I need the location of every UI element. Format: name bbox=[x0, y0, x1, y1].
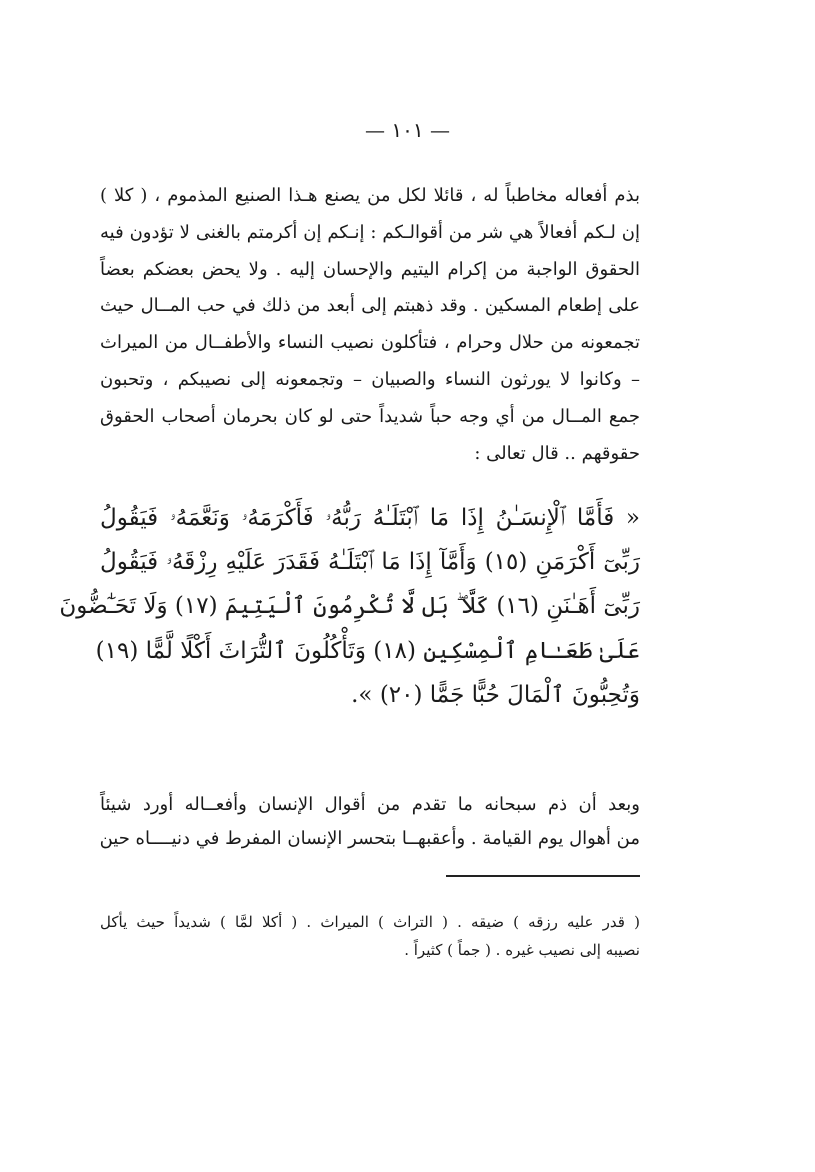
text-line: تجمعونه من حلال وحرام ، فتأكلون نصيب النساء والأطفــال من الميراث bbox=[100, 332, 640, 354]
footnote-line: نصيبه إلى نصيب غيره . ( جماً ) كثيراً . bbox=[404, 941, 640, 959]
text-line: الحقوق الواجبة من إكرام اليتيم والإحسان إليه . ولا يحض بعضكم بعضاً bbox=[100, 258, 640, 280]
text-line: بذم أفعاله مخاطباً له ، قائلا لكل من يصنع هـذا الصنيع المذموم ، ( كلا ) bbox=[100, 185, 640, 206]
verse-line: رَبِّىٓ أَهَـٰنَنِ (١٦) كَلَّا ۖ بَل لَّا تُكْرِمُونَ ٱلْيَتِيمَ (١٧) وَلَا تَحَـٰٓضُّونَ bbox=[59, 593, 640, 620]
text-line: وبعد أن ذم سبحانه ما تقدم من أقوال الإنسان وأفعــاله أورد شيئاً bbox=[100, 794, 640, 815]
verse-line: « فَأَمَّا ٱلْإِنسَـٰنُ إِذَا مَا ٱبْتَلَـٰهُ رَبُّهُۥ فَأَكْرَمَهُۥ وَنَعَّمَهُۥ فَيَقُولُ bbox=[100, 505, 640, 531]
text-line: من أهوال يوم القيامة . وأعقبهــا بتحسر الإنسان المفرط في دنيــــاه حين bbox=[99, 828, 640, 849]
quran-verses bbox=[59, 496, 640, 717]
text-line: إن لـكم أفعالاً هي شر من أقوالـكم : إنـكم إن أكرمتم بالغنى لا تؤدون فيه bbox=[100, 221, 640, 243]
verse-line: رَبِّىٓ أَكْرَمَنِ (١٥) وَأَمَّآ إِذَا مَا ٱبْتَلَـٰهُ فَقَدَرَ عَلَيْهِ رِزْقَهُۥ فَيَقُولُ bbox=[100, 549, 640, 576]
page-number: — ١٠١ — bbox=[365, 118, 450, 142]
verse-line: عَلَىٰ طَعَـٰامِ ٱلْمِسْكِينِ (١٨) وَتَأْكُلُونَ ٱلتُّرَاثَ أَكْلًا لَّمًّا (١٩) bbox=[95, 637, 640, 664]
footnote bbox=[100, 908, 640, 964]
text-line: جمع المــال من أي وجه حباً شديداً حتى لو كان بحرمان أصحاب الحقوق bbox=[100, 405, 640, 427]
footnote-line: ( قدر عليه رزقه ) ضيقه . ( التراث ) الميراث . ( أكلا لمَّا ) شديداً حيث يأكل bbox=[100, 913, 640, 931]
verse-line: وَتُحِبُّونَ ٱلْمَالَ حُبًّا جَمًّا (٢٠) ». bbox=[351, 681, 640, 708]
footnote-divider bbox=[446, 875, 640, 877]
text-line: على إطعام المسكين . وقد ذهبتم إلى أبعد من ذلك في حب المــال حيث bbox=[100, 295, 640, 317]
commentary-paragraph bbox=[100, 178, 640, 472]
text-line: حقوقهم .. قال تعالى : bbox=[474, 442, 640, 464]
text-line: – وكانوا لا يورثون النساء والصبيان – وتجمعونه إلى نصيبكم ، وتحبون bbox=[100, 368, 640, 390]
continuation-paragraph bbox=[100, 788, 640, 856]
